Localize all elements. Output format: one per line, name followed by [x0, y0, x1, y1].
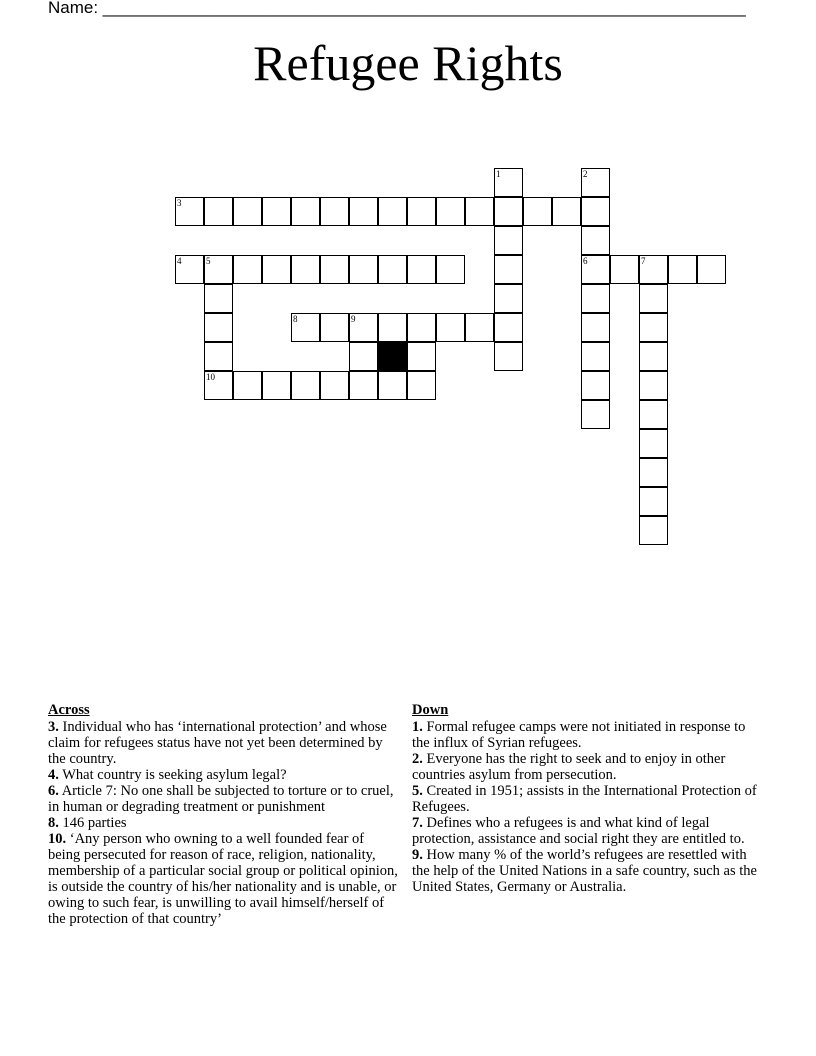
down-clue: [412, 783, 762, 815]
grid-cell[interactable]: [494, 226, 523, 255]
grid-cell[interactable]: [436, 255, 465, 284]
grid-cell[interactable]: [494, 255, 523, 284]
grid-cell[interactable]: [639, 429, 668, 458]
grid-cell[interactable]: [639, 313, 668, 342]
grid-cell[interactable]: [378, 255, 407, 284]
grid-cell[interactable]: [262, 371, 291, 400]
down-clue-list: [412, 719, 762, 895]
grid-cell[interactable]: [407, 255, 436, 284]
clue-number: 6.: [48, 783, 59, 799]
grid-cell[interactable]: [233, 255, 262, 284]
grid-cell[interactable]: [639, 487, 668, 516]
grid-cell[interactable]: [291, 371, 320, 400]
clue-number: 1.: [412, 719, 423, 735]
name-field[interactable]: Name: ____________________________________________________________________: [48, 0, 746, 17]
cell-number: 3: [177, 198, 182, 208]
cell-number: 1: [496, 169, 501, 179]
grid-cell[interactable]: [320, 313, 349, 342]
cell-number: 7: [641, 256, 646, 266]
clue-text: Defines who a refugees is and what kind of legal protection, assistance and social right they are entitled to.: [412, 815, 745, 847]
clue-number: 2.: [412, 751, 423, 767]
grid-cell[interactable]: [262, 197, 291, 226]
grid-cell[interactable]: [494, 342, 523, 371]
grid-cell[interactable]: [349, 255, 378, 284]
grid-cell[interactable]: [639, 342, 668, 371]
cell-number: 10: [206, 372, 215, 382]
grid-cell[interactable]: [581, 371, 610, 400]
grid-cell[interactable]: [668, 255, 697, 284]
clue-text: What country is seeking asylum legal?: [62, 767, 287, 783]
grid-cell[interactable]: [552, 197, 581, 226]
grid-cell[interactable]: [291, 255, 320, 284]
grid-cell[interactable]: [204, 255, 233, 284]
grid-cell[interactable]: [610, 255, 639, 284]
cell-number: 6: [583, 256, 588, 266]
grid-cell[interactable]: [175, 255, 204, 284]
grid-cell[interactable]: [320, 255, 349, 284]
clue-text: ‘Any person who owning to a well founded fear of being persecuted for reason of race, religion, nationality, membership of a particular social group or political opinion, is outside the country of his/her nationality and is unable, or owing to such fear, is unwilling to avail himself/herself of the protection of that country’: [48, 831, 398, 927]
grid-cell[interactable]: [581, 168, 610, 197]
grid-cell[interactable]: [581, 342, 610, 371]
clue-text: Created in 1951; assists in the International Protection of Refugees.: [412, 783, 757, 815]
grid-cell[interactable]: [407, 342, 436, 371]
cell-number: 8: [293, 314, 298, 324]
clue-text: Article 7: No one shall be subjected to torture or to cruel, in human or degrading treatment or punishment: [48, 783, 394, 815]
clue-text: Formal refugee camps were not initiated in response to the influx of Syrian refugees.: [412, 719, 746, 751]
grid-cell[interactable]: [581, 226, 610, 255]
grid-cell[interactable]: [494, 284, 523, 313]
grid-cell[interactable]: [204, 313, 233, 342]
down-heading: Down: [412, 702, 449, 718]
grid-cell[interactable]: [204, 371, 233, 400]
clue-text: How many % of the world’s refugees are resettled with the help of the United Nations in a safe country, such as the United States, Germany or Australia.: [412, 847, 757, 895]
grid-cell[interactable]: [349, 371, 378, 400]
grid-cell[interactable]: [465, 197, 494, 226]
across-clue-list: [48, 719, 398, 927]
down-clue: [412, 719, 762, 751]
down-clue: [412, 847, 762, 895]
grid-cell[interactable]: [262, 255, 291, 284]
grid-cell[interactable]: [639, 255, 668, 284]
clue-number: 5.: [412, 783, 423, 799]
grid-cell[interactable]: [378, 371, 407, 400]
across-clue: [48, 831, 398, 927]
grid-cell[interactable]: [494, 313, 523, 342]
grid-cell[interactable]: [436, 313, 465, 342]
grid-cell[interactable]: [697, 255, 726, 284]
clue-number: 7.: [412, 815, 423, 831]
down-clues: [412, 702, 762, 895]
clue-text: Individual who has ‘international protection’ and whose claim for refugees status have not yet been determined by the country.: [48, 719, 387, 767]
across-clue: [48, 815, 398, 831]
cell-number: 2: [583, 169, 588, 179]
grid-cell[interactable]: [378, 313, 407, 342]
grid-cell[interactable]: [291, 197, 320, 226]
grid-cell[interactable]: [320, 197, 349, 226]
down-clue: [412, 751, 762, 783]
grid-cell[interactable]: [349, 342, 378, 371]
grid-cell[interactable]: [581, 255, 610, 284]
clue-number: 4.: [48, 767, 59, 783]
grid-cell[interactable]: [639, 516, 668, 545]
across-clue: [48, 783, 398, 815]
grid-block: [378, 342, 407, 371]
grid-cell[interactable]: [494, 168, 523, 197]
down-clue: [412, 815, 762, 847]
grid-cell[interactable]: [233, 197, 262, 226]
grid-cell[interactable]: [349, 313, 378, 342]
grid-cell[interactable]: [407, 371, 436, 400]
cell-number: 5: [206, 256, 211, 266]
grid-cell[interactable]: [465, 313, 494, 342]
grid-cell[interactable]: [639, 284, 668, 313]
grid-cell[interactable]: [291, 313, 320, 342]
grid-cell[interactable]: [204, 197, 233, 226]
clue-number: 3.: [48, 719, 59, 735]
across-clue: [48, 719, 398, 767]
grid-cell[interactable]: [581, 313, 610, 342]
grid-cell[interactable]: [407, 197, 436, 226]
page-title: Refugee Rights: [253, 35, 563, 91]
clue-number: 10.: [48, 831, 67, 847]
grid-cell[interactable]: [349, 197, 378, 226]
grid-cell[interactable]: [175, 197, 204, 226]
grid-cell[interactable]: [639, 400, 668, 429]
clue-number: 9.: [412, 847, 423, 863]
grid-cell[interactable]: [581, 400, 610, 429]
across-clues: [48, 702, 398, 927]
grid-cell[interactable]: [204, 284, 233, 313]
grid-cell[interactable]: [581, 197, 610, 226]
grid-cell[interactable]: [320, 371, 349, 400]
clue-text: Everyone has the right to seek and to enjoy in other countries asylum from persecution.: [412, 751, 726, 783]
cell-number: 4: [177, 256, 182, 266]
grid-cell[interactable]: [639, 458, 668, 487]
grid-cell[interactable]: [581, 284, 610, 313]
grid-cell[interactable]: [233, 371, 262, 400]
grid-cell[interactable]: [436, 197, 465, 226]
across-clue: [48, 767, 398, 783]
grid-cell[interactable]: [494, 197, 523, 226]
grid-cell[interactable]: [523, 197, 552, 226]
grid-cell[interactable]: [639, 371, 668, 400]
cell-number: 9: [351, 314, 356, 324]
clue-number: 8.: [48, 815, 59, 831]
grid-cell[interactable]: [204, 342, 233, 371]
grid-cell[interactable]: [378, 197, 407, 226]
clue-text: 146 parties: [62, 815, 127, 831]
across-heading: Across: [48, 702, 90, 718]
grid-cell[interactable]: [407, 313, 436, 342]
